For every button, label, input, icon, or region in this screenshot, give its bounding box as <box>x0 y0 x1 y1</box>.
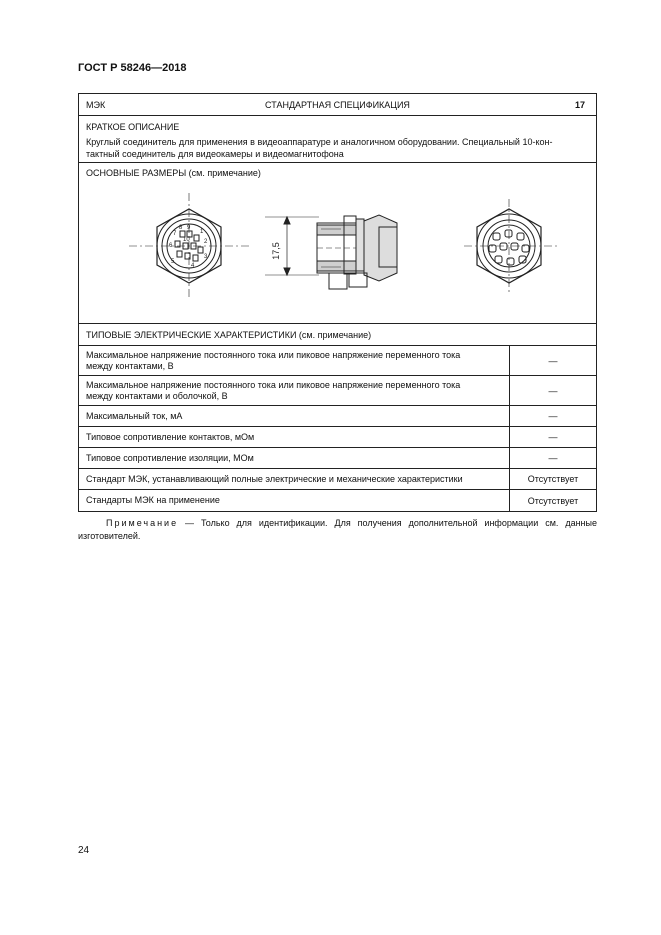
param-value: — <box>548 453 558 463</box>
param-row <box>79 427 596 448</box>
connector-side-view <box>265 215 397 289</box>
param-value: — <box>548 355 558 366</box>
param-row <box>79 346 596 376</box>
pin-label: 6 <box>169 243 173 249</box>
connector-front-view-left <box>129 193 251 299</box>
dimensions-title: ОСНОВНЫЕ РАЗМЕРЫ (см. примечание) <box>86 168 261 178</box>
dimension-label: 17,5 <box>271 242 281 260</box>
param-name: Максимальный ток, мА <box>79 406 510 426</box>
description-section <box>79 116 596 163</box>
pin-label: 9 <box>187 225 191 231</box>
spec-number: 17 <box>574 100 585 110</box>
spec-header-row <box>79 94 596 116</box>
param-value: — <box>548 385 558 396</box>
param-row <box>79 376 596 406</box>
note <box>78 517 597 543</box>
param-name-line-2: между контактами, В <box>86 360 174 371</box>
param-name-line-2: между контактами и оболочкой, В <box>86 390 228 401</box>
param-row <box>79 490 596 511</box>
spec-table <box>78 93 597 512</box>
connector-front-view-right <box>464 199 557 293</box>
param-row <box>79 469 596 490</box>
pin-label: 2 <box>204 239 208 245</box>
param-value: Отсутствует <box>527 474 579 484</box>
note-text: — Только для идентификации. Для получения дополнительной информации см. данные изготовителей. <box>78 518 597 541</box>
dimensions-section <box>79 163 596 324</box>
param-name: Типовое сопротивление контактов, мОм <box>79 427 510 447</box>
param-name: Стандарты МЭК на применение <box>79 490 510 511</box>
param-name: Типовое сопротивление изоляции, МОм <box>79 448 510 468</box>
pin-label: 5 <box>171 259 175 265</box>
spec-title: СТАНДАРТНАЯ СПЕЦИФИКАЦИЯ <box>265 100 410 110</box>
param-name <box>79 346 510 375</box>
param-row <box>79 448 596 469</box>
param-value: Отсутствует <box>527 495 579 506</box>
org-label: МЭК <box>86 100 106 110</box>
param-value: — <box>548 432 558 442</box>
description-line-1: Круглый соединитель для применения в видеоаппаратуре и аналогичном оборудовании. Специальный 10-кон- <box>86 137 553 147</box>
param-name <box>79 376 510 405</box>
page-number: 24 <box>78 845 90 856</box>
pin-label: 3 <box>204 254 208 260</box>
pin-label: 4 <box>191 263 195 269</box>
param-value: — <box>548 411 558 421</box>
param-name-line-1: Максимальное напряжение постоянного тока или пиковое напряжение переменного тока <box>86 349 461 360</box>
electrical-section-title: ТИПОВЫЕ ЭЛЕКТРИЧЕСКИЕ ХАРАКТЕРИСТИКИ (см. примечание) <box>79 324 596 346</box>
param-name: Стандарт МЭК, устанавливающий полные электрические и механические характеристики <box>79 469 510 489</box>
pin-label: 1 <box>200 229 204 235</box>
param-name-line-1: Максимальное напряжение постоянного тока или пиковое напряжение переменного тока <box>86 379 461 390</box>
pin-label: 10 <box>183 237 190 243</box>
standard-designation: ГОСТ Р 58246—2018 <box>78 62 187 74</box>
description-line-2: тактный соединитель для видеокамеры и видеомагнитофона <box>86 149 344 159</box>
note-label: Примечание <box>106 518 179 528</box>
connector-drawings <box>79 163 596 324</box>
pin-label: 7 <box>173 231 177 237</box>
description-title: КРАТКОЕ ОПИСАНИЕ <box>86 122 180 132</box>
param-row <box>79 406 596 427</box>
pin-label: 8 <box>179 225 183 231</box>
